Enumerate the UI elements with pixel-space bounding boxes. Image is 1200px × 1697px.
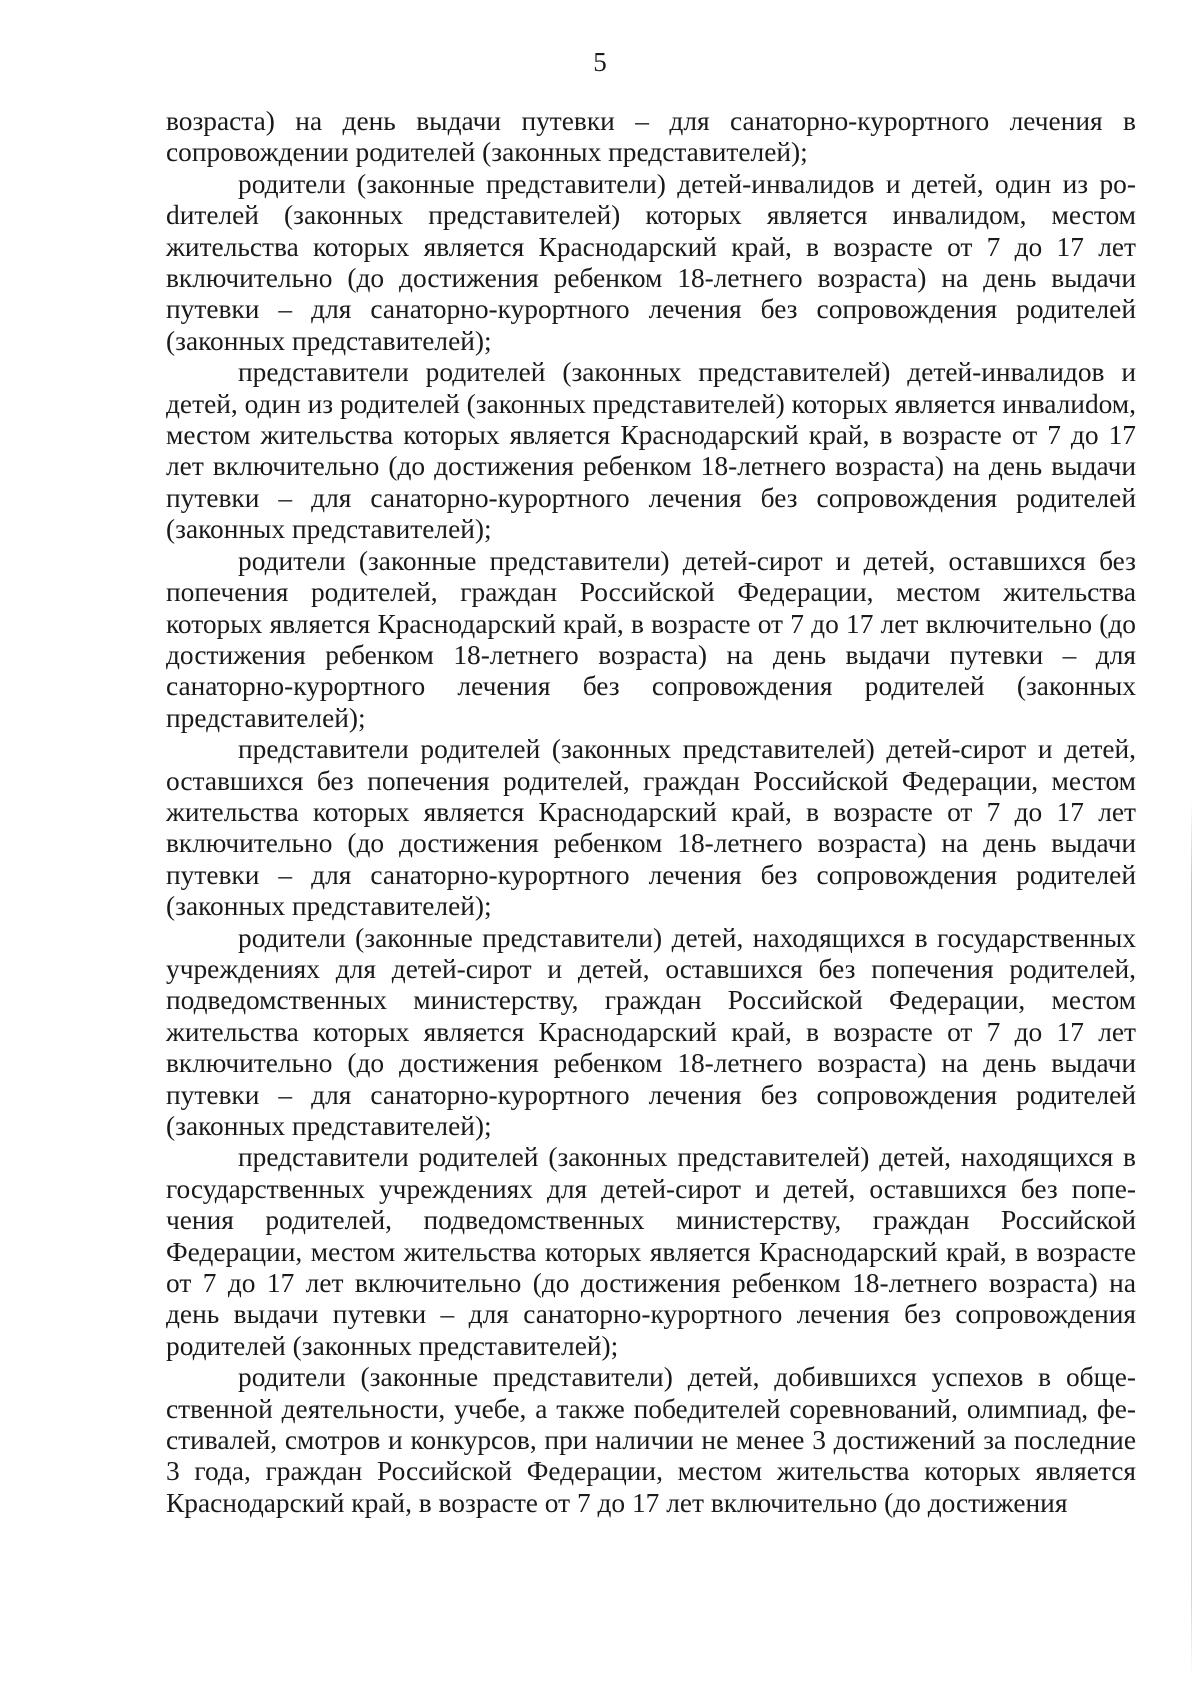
paragraph-orphans-representatives: представители родителей (законных представителей) детей-сирот и детей, оставшихся без попечения родителей, граждан Российской Федерации, местом жительства которых является Краснодарский край, в возрасте от 7 до 17 лет включительно (до достижения ребенком 18-летнего возраста) на день выдачи путевки – для санаторно-курортного лечения без сопровождения родителей (законных представителей); [166, 734, 1136, 922]
paragraph-institution-children-representatives: представители родителей (законных представителей) детей, находящихся в государственных учреждениях для детей-сирот и детей, оставшихся без попечения родителей, подведомственных министерству, граждан Российской Федерации, местом жительства которых является Краснодарский край, в возрасте от 7 до 17 лет включительно (до достижения ребенком 18-летнего возраста) на день выдачи путевки – для санаторно-курортного лечения без сопровождения родителей (законных представителей); [166, 1142, 1136, 1361]
paragraph-disabled-children-representatives: представители родителей (законных представителей) детей-инвалидов и детей, один из родителей (законных представителей) которых является инвалиdом, местом жительства которых является Краснодарский край, в возрасте от 7 до 17 лет включительно (до достижения ребенком 18-летнего возраста) на день выдачи путевки – для санаторно-курортного лечения без сопровождения родителей (законных представителей); [166, 357, 1136, 545]
paragraph-orphans-parents: родители (законные представители) детей-сирот и детей, оставшихся без попечения родителей, граждан Российской Федерации, местом жительства которых является Краснодарский край, в возрасте от 7 до 17 лет включительно (до достижения ребенком 18-летнего возраста) на день выдачи путевки – для санаторно-курортного лечения без сопровождения родителей (законных представителей); [166, 545, 1136, 733]
document-body [166, 106, 1136, 1519]
paragraph-disabled-children-parents: родители (законные представители) детей-инвалидов и детей, один из роdителей (законных представителей) которых является инвалидом, местом жительства которых является Краснодарский край, в возрасте от 7 до 17 лет включительно (до достижения ребенком 18-летнего возраста) на день выдачи путевки – для санаторно-курортного лечения без сопровождения родителей (законных представителей); [166, 168, 1136, 356]
paragraph-achievers-parents: родители (законные представители) детей, добившихся успехов в общественной деятельности, учебе, а также победителей соревнований, олимпиад, фестивалей, смотров и конкурсов, при наличии не менее 3 достижений за последние 3 года, граждан Российской Федерации, местом жительства которых является Краснодарский край, в возрасте от 7 до 17 лет включительно (до достижения [166, 1362, 1136, 1518]
paragraph-institution-children-parents: родители (законные представители) детей, находящихся в государственных учреждениях для детей-сирот и детей, оставшихся без попечения родителей, подведомственных министерству, граждан Российской Федерации, местом жительства которых является Краснодарский край, в возрасте от 7 до 17 лет включительно (до достижения ребенком 18-летнего возраста) на день выдачи путевки – для санаторно-курортного лечения без сопровождения родителей (законных представителей); [166, 922, 1136, 1141]
paragraph-continuation: возраста) на день выдачи путевки – для санаторно-курортного лечения в сопровождении родителей (законных представителей); [166, 106, 1136, 168]
page-number: 5 [593, 47, 607, 77]
scan-edge-line [1191, 800, 1192, 1680]
